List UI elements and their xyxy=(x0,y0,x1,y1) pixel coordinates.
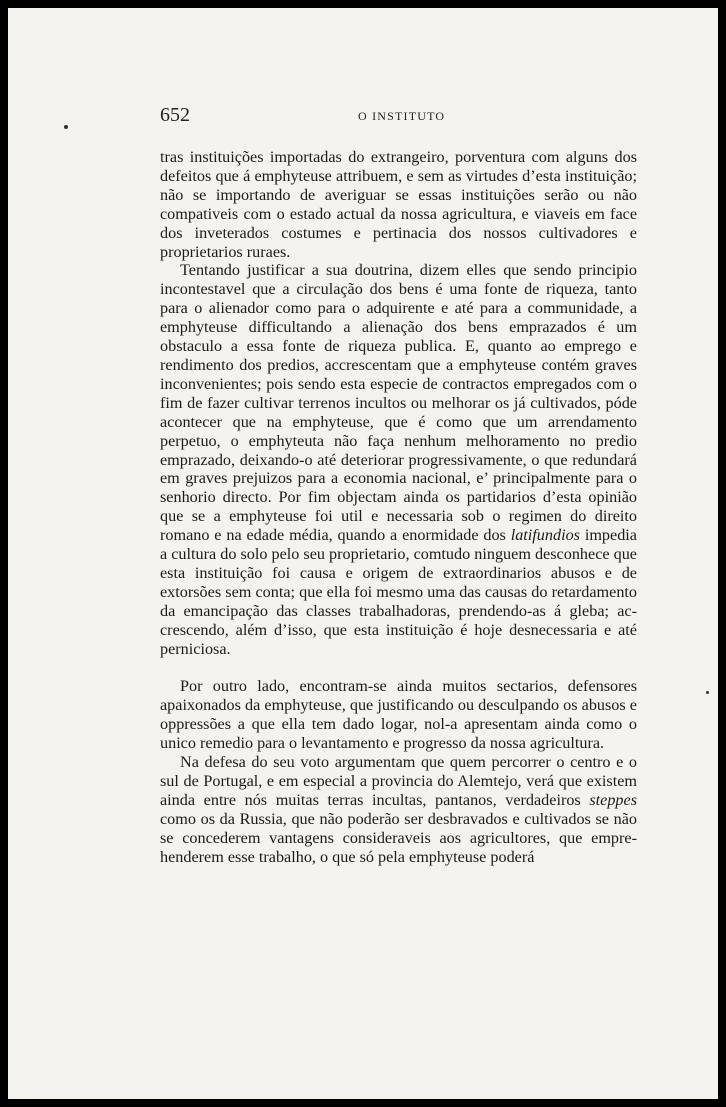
running-title: O INSTITUTO xyxy=(358,109,446,123)
paragraph xyxy=(160,148,637,261)
text-run: Na defesa do seu voto argumentam que quem percorrer o centro e o sul de Portugal, e em especial a provincia do Alemtejo, verá que existem ainda entre nós muitas terras incultas, pantanos, verdadeiros xyxy=(160,753,637,809)
text-run: tras instituições importadas do extrangeiro, porventura com alguns dos defeitos que á emphyteuse attribuem, e sem as virtudes d’esta instituição; não se importando de averiguar se essas instituições serão ou não compativeis com o estado actual da nossa agricultura, e viaveis em face dos inveterados costumes e pertinacia dos nossos cultivadores e proprietarios ruraes. xyxy=(160,148,637,261)
body-text xyxy=(160,148,637,867)
text-run: como os da Russia, que não poderão ser desbravados e cultivados se não se concederem vantagens consideraveis aos agricultores, que emprehenderem esse trabalho, o que só pela emphyteuse poderá xyxy=(160,809,637,866)
margin-mark xyxy=(706,691,709,694)
paragraph xyxy=(160,261,637,658)
margin-mark xyxy=(64,125,68,129)
italic-term: steppes xyxy=(589,790,637,809)
italic-term: latifundios xyxy=(510,526,580,545)
text-run: Por outro lado, encontram-se ainda muitos sectarios, defensores apaixonados da emphyteuse, que justificando ou desculpando os abusos e oppressões a que ella tem dado logar, nol-a apresentam ainda como o unico remedio para o levantamento e progresso da nossa agricultura. xyxy=(160,677,637,753)
text-run: impedia a cultura do solo pelo seu proprietario, comtudo ninguem desconhece que esta instituição foi causa e origem de extraordinarios abusos e de extorsões sem conta; que ella foi mesmo uma das causas do retardamento da emancipação das classes trabalhadoras, prendendo-as á gleba; accrescendo, além d’isso, que esta instituição é hoje desnecessaria e até perniciosa. xyxy=(160,526,637,658)
page-number: 652 xyxy=(160,104,190,126)
page-header xyxy=(160,104,637,128)
paragraph xyxy=(160,753,637,866)
book-page xyxy=(8,8,718,1099)
text-run: Tentando justificar a sua doutrina, dizem elles que sendo principio incontestavel que a circulação dos bens é uma fonte de riqueza, tanto para o alienador como para o adquirente e até para a communidade, a emphyteuse difficultando a alienação dos bens emprazados é um obstaculo a essa fonte de riqueza publica. E, quanto ao emprego e rendimento dos predios, accrescentam que a emphyteuse contém graves inconvenientes; pois sendo esta especie de contractos empregados com o fim de fazer cultivar terrenos incultos ou melhorar os já cultivados, póde acontecer que na emphyteuse, que é como que um arrendamento perpetuo, o emphyteuta não faça nenhum melhoramento no predio emprazado, deixando-o até deteriorar progressivamente, o que redundará em graves prejuizos para a economia nacional, e’ principalmente para o senhorio directo. Por fim objectam ainda os partidarios d’esta opinião que se a emphyteuse foi util e necessaria sob o regimen do direito romano e na edade média, quando a enormidade dos xyxy=(160,261,637,545)
paragraph xyxy=(160,677,637,753)
